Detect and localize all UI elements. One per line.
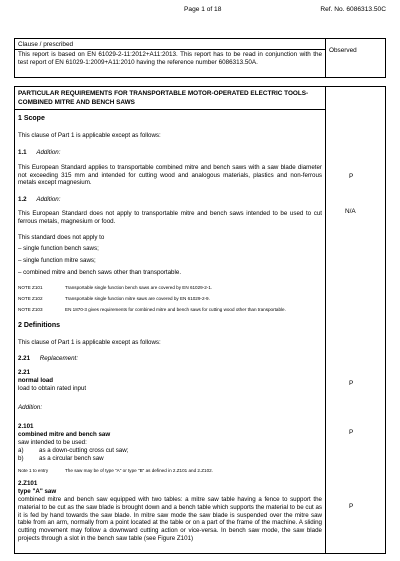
page-header — [14, 6, 386, 18]
definition-text: load to obtain rated input — [18, 385, 87, 392]
clause-2-21-verdict: P — [349, 380, 354, 387]
scope-intro: This clause of Part 1 is applicable except as follows: — [18, 132, 161, 139]
page-number: Page 1 of 18 — [184, 6, 222, 13]
note-label: NOTE Z102 — [18, 296, 43, 301]
list-item-label: a) — [18, 447, 24, 454]
clause-1-1-verdict: P — [349, 173, 354, 180]
column-divider — [325, 87, 326, 553]
title-divider — [15, 109, 325, 110]
definition-number: 2.Z101 — [18, 480, 38, 487]
definition-term: normal load — [18, 377, 54, 384]
scope-heading: 1 Scope — [18, 115, 45, 122]
column-divider — [325, 39, 326, 77]
note-label: NOTE Z103 — [18, 307, 43, 312]
note-label: NOTE Z101 — [18, 285, 43, 290]
addition-tag: Addition: — [18, 404, 43, 411]
clause-1-1-text: This European Standard applies to transportable combined mitre and bench saws with a saw blade diameter not exceeding 315 mm and intended for cutting wood and analogous materials, plastics and non-ferrous metals except magnesium. — [18, 164, 322, 187]
definition-number: 2.101 — [18, 423, 34, 430]
header-divider — [15, 49, 325, 50]
clause-1-2-tag: Addition: — [36, 196, 61, 203]
definition-text: combined mitre and bench saw equipped with two tables: a mitre saw table having a fence to support the material to be cut as the saw blade is brought down and a bench table which supports the material to be cut as it is fed by hand towards the saw blade. In mitre saw mode the saw blade is suspended over the mitre saw table from an arm, normally from a point located at the table or on a part of the frame of the machine. A sliding cutting movement may follow a downward cutting action or vice-versa. In bench saw mode, the saw blade projects through a slot in the bench saw table (see Figure Z101) — [18, 496, 322, 542]
clause-1-1-tag: Addition: — [36, 149, 61, 156]
clause-2-z101-verdict: P — [349, 503, 354, 510]
note-text: Transportable single function bench saws are covered by EN 61029-2-1. — [65, 285, 213, 290]
list-item-text: as a down-cutting cross cut saw; — [39, 447, 129, 454]
reference-number: Ref. No. 6086313.50C — [320, 6, 386, 13]
exclusion-item: – single function mitre saws; — [18, 257, 96, 264]
note-text: The saw may be of type "A" or type "B" as defined in 2.Z101 and 2.Z102. — [65, 468, 213, 473]
clause-1-1-label: 1.1 — [18, 149, 27, 156]
list-item-text: as a circular bench saw — [39, 455, 104, 462]
definitions-intro: This clause of Part 1 is applicable except as follows: — [18, 339, 161, 346]
definition-number: 2.21 — [18, 369, 31, 376]
exclusion-intro: This standard does not apply to — [18, 234, 105, 241]
definition-term: combined mitre and bench saw — [18, 431, 111, 438]
definition-term: type "A" saw — [18, 488, 57, 495]
note-label: Note 1 to entry — [18, 468, 49, 473]
note-text: EN 1870-3 gives requirements for combined mitre and bench saws for cutting wood other than transportable. — [65, 307, 286, 312]
report-basis-text: This report is based on EN 61029-2-11:2012+A11:2013. This report has to be read in conjunction with the test report of EN 61029-1:2009+A11:2010 having the reference number 6086313.50A. — [18, 51, 322, 67]
clause-1-2-label: 1.2 — [18, 196, 27, 203]
clause-2-21-tag: Replacement: — [39, 355, 78, 362]
observed-column-header: Observed — [329, 47, 357, 54]
section-title: PARTICULAR REQUIREMENTS FOR TRANSPORTABLE MOTOR-OPERATED ELECTRIC TOOLS- COMBINED MITRE AND BENCH SAWS — [18, 90, 309, 106]
definition-text: saw intended to be used: — [18, 439, 87, 446]
report-basis-table — [14, 38, 386, 78]
clause-2-101-verdict: P — [349, 429, 354, 436]
requirements-table — [14, 86, 386, 554]
exclusion-item: – single function bench saws; — [18, 245, 99, 252]
exclusion-item: – combined mitre and bench saws other than transportable. — [18, 269, 182, 276]
clause-column-header: Clause / prescribed — [18, 41, 74, 48]
clause-1-2-text: This European Standard does not apply to transportable mitre and bench saws intended to be used to cut ferrous metals, magnesium or food. — [18, 210, 322, 225]
note-text: Transportable single function mitre saws are covered by EN 61029-2-9. — [65, 296, 210, 301]
clause-2-21-label: 2.21 — [18, 355, 31, 362]
definitions-heading: 2 Definitions — [18, 322, 61, 329]
clause-1-2-verdict: N/A — [345, 208, 356, 215]
list-item-label: b) — [18, 455, 24, 462]
